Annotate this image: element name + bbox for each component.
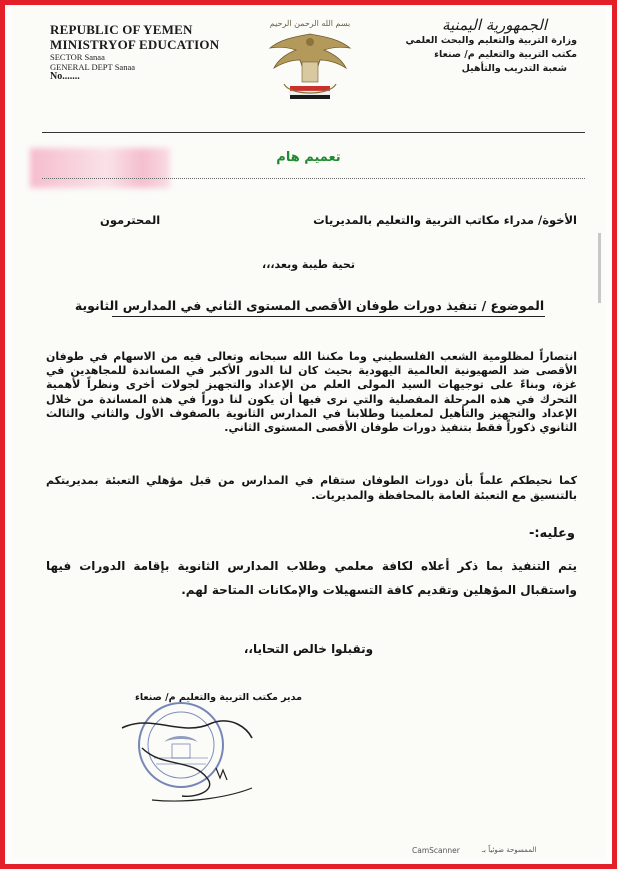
sector-en: SECTOR Sanaa xyxy=(50,52,105,62)
respected-label: المحترمون xyxy=(100,213,161,227)
section-ar: شعبة التدريب والتأهيل xyxy=(461,63,567,74)
arabic-letterhead xyxy=(347,16,577,76)
letter-page xyxy=(12,8,605,858)
addressee: الأخوة/ مدراء مكاتب التربية والتعليم بالمديريات xyxy=(313,213,577,227)
body-paragraph-1: انتصاراً لمظلومية الشعب الفلسطيني وما مكننا الله سبحانه وتعالى فيه من الاسهام في طوفان الأقصى ضد الصهيونية العالمية اليهودية بحيث كان لنا الدور الأكبر في المساندة للمجاهدين في غزة، وبناءً على توجيهات السيد المولى العلم من الإعداد والتجهيز لجولات أخرى ونظراً لأهمية التحرك في هذه المرحلة المفصلية والتي نرى فيها أن يكون لنا دوراً في هذه المساندة من خلال الإعداد والتجهيز والتأهيل لمعلمينا وطلابنا في المدارس الثانوية بالصفوف الأول والثاني والثالث الثانوي ذكوراً فقط بتنفيذ دورات طوفان الأقصى المستوى الثاني. xyxy=(46,350,577,435)
header-divider xyxy=(42,132,585,133)
greeting: تحية طيبة وبعد،،، xyxy=(262,258,355,271)
ministry-ar: وزارة التربية والتعليم والبحث العلمي xyxy=(405,35,577,46)
body-paragraph-3: يتم التنفيذ بما ذكر أعلاه لكافة معلمي وطلاب المدارس الثانوية بإقامة الدورات فيها واستقبال المؤهلين وتقديم كافة التسهيلات والإمكانات المتاحة لهم. xyxy=(46,559,577,597)
signature-title: مدير مكتب التربية والتعليم م/ صنعاء xyxy=(135,692,302,703)
ministry-en: MINISTRYOF EDUCATION xyxy=(50,37,220,52)
republic-ar: الجمهورية اليمنية xyxy=(441,16,547,34)
yemen-eagle-emblem-icon xyxy=(260,14,360,106)
closing-line: وتقبلوا خالص التحايا،، xyxy=(243,642,374,656)
number-en: No....... xyxy=(50,71,80,82)
circular-divider xyxy=(42,178,585,179)
circular-title: تعميم هام xyxy=(276,150,341,165)
scanned-with-label: الممسوحة ضوئياً بـ xyxy=(482,846,537,854)
subject-underline xyxy=(112,316,545,317)
subject-line: الموضوع / تنفيذ دورات طوفان الأقصى المستوى الثاني في المدارس الثانوية xyxy=(74,298,545,313)
emblem-motto: بسم الله الرحمن الرحيم xyxy=(269,19,351,28)
office-ar: مكتب التربية والتعليم م/ صنعاء xyxy=(434,49,577,60)
handwritten-signature-icon xyxy=(112,708,262,808)
body-paragraph-2: كما نحيطكم علماً بأن دورات الطوفان ستقام في المدارس من قبل مؤهلي التعبئة بمديريتكم بالتنسيق مع التعبئة العامة بالمحافظة والمديريات. xyxy=(46,474,577,502)
english-letterhead xyxy=(50,22,219,82)
republic-en: REPUBLIC OF YEMEN xyxy=(50,22,193,37)
scan-mark xyxy=(598,233,601,303)
therefore-heading: وعليه:- xyxy=(528,526,575,541)
camscanner-label: CamScanner xyxy=(412,846,460,855)
dept-en: GENERAL DEPT Sanaa xyxy=(50,62,135,72)
